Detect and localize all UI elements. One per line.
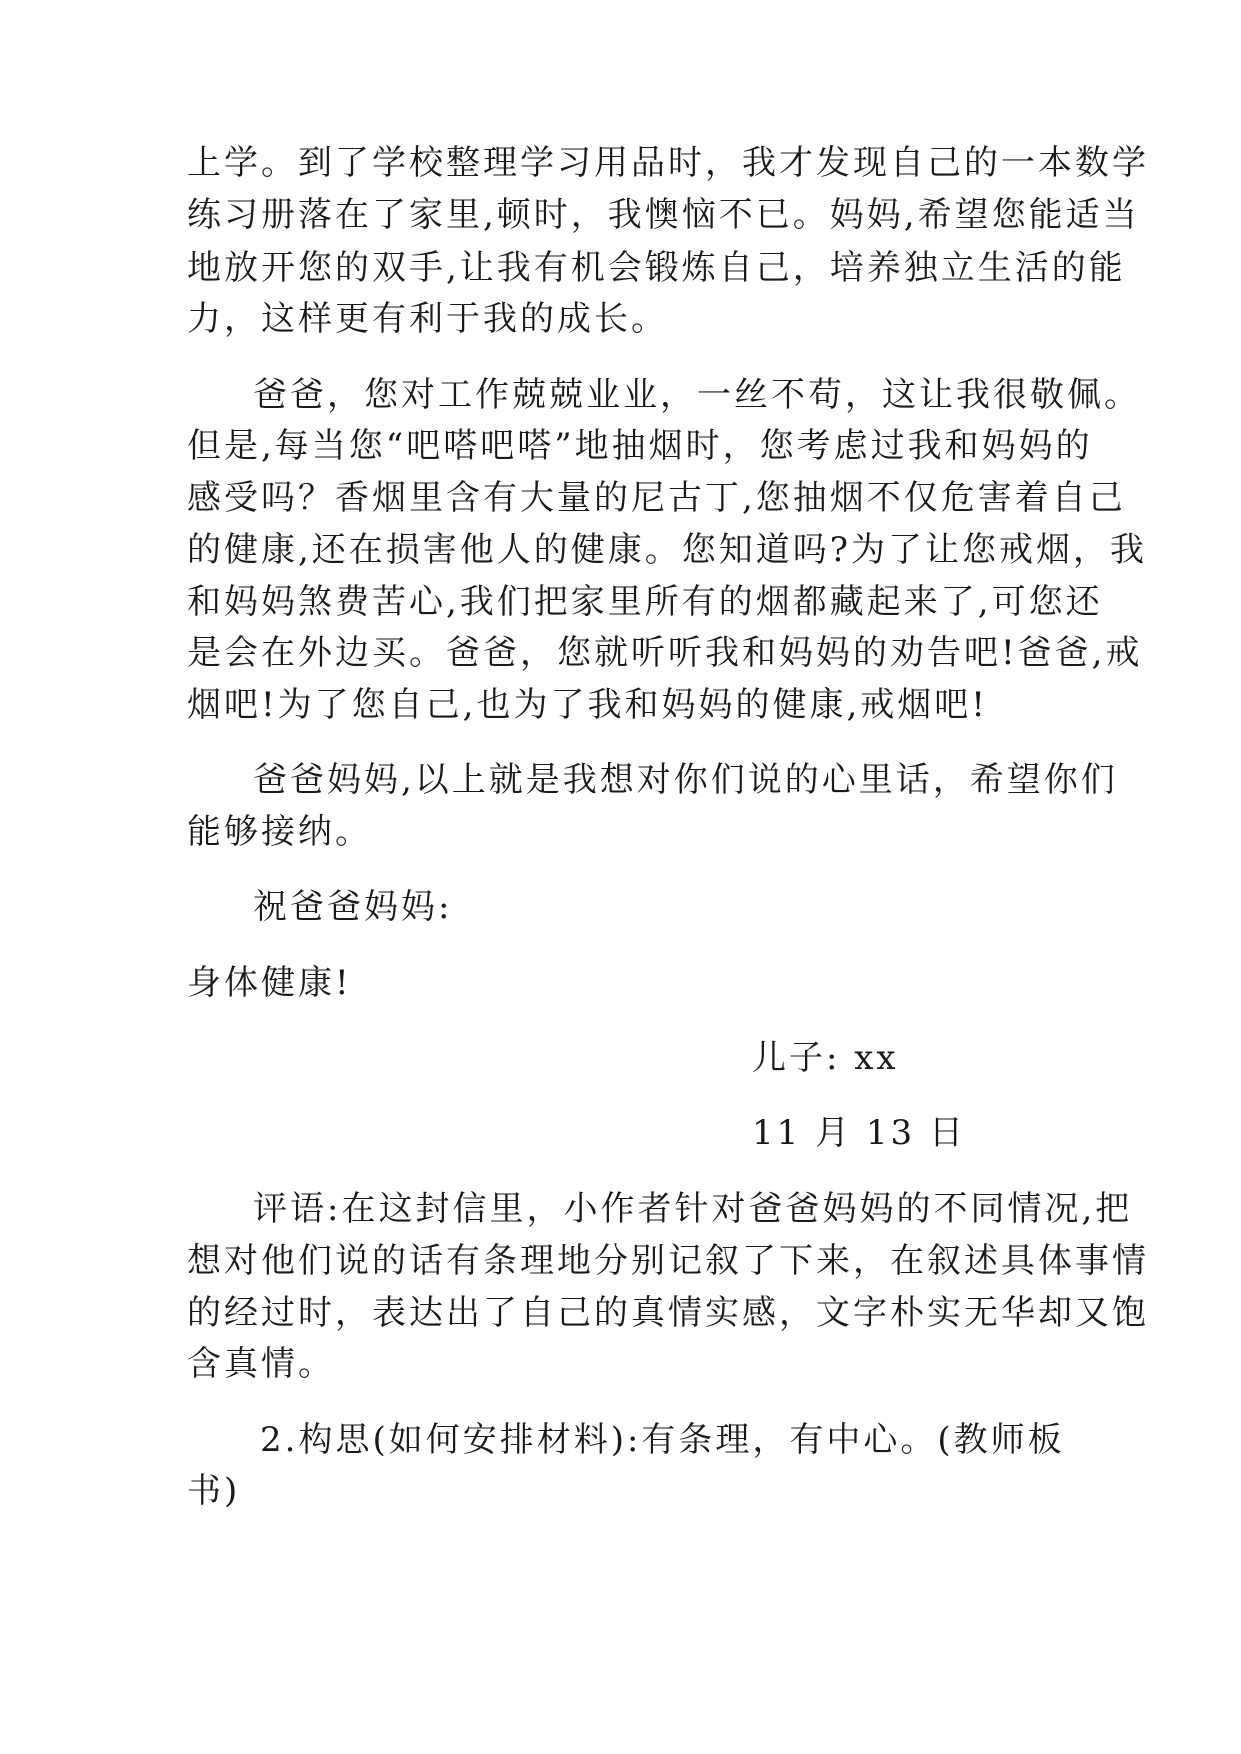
signature-line: 儿子: xx [752,1038,899,1078]
text-line: 的健康,还在损害他人的健康。您知道吗?为了让您戒烟，我 [187,530,1148,570]
greeting-line: 祝爸爸妈妈: [253,887,453,927]
text-line: 含真情。 [187,1344,335,1384]
comment-start-line: 评语:在这封信里，小作者针对爸爸妈妈的不同情况,把 [253,1189,1133,1229]
text-line: 是会在外边买。爸爸，您就听听我和妈妈的劝告吧!爸爸,戒 [187,633,1143,673]
paragraph-start-line: 爸爸，您对工作兢兢业业，一丝不苟，这让我很敬佩。 [253,375,1141,415]
paragraph-start-line: 爸爸妈妈,以上就是我想对你们说的心里话，希望你们 [253,760,1118,800]
text-line: 练习册落在了家里,顿时，我懊恼不已。妈妈,希望您能适当 [187,195,1140,235]
text-line: 但是,每当您“吧嗒吧嗒”地抽烟时，您考虑过我和妈妈的 [187,426,1093,466]
text-line: 烟吧!为了您自己,也为了我和妈妈的健康,戒烟吧! [187,685,988,725]
text-line: 想对他们说的话有条理地分别记叙了下来，在叙述具体事情 [187,1241,1149,1281]
section-heading-line: 2.构思(如何安排材料):有条理，有中心。(教师板 [260,1420,1065,1460]
text-line: 上学。到了学校整理学习用品时，我才发现自己的一本数学 [187,143,1149,183]
text-line: 书) [187,1471,241,1511]
text-line: 力，这样更有利于我的成长。 [187,299,668,339]
date-line: 11 月 13 日 [752,1113,966,1153]
wish-line: 身体健康! [187,963,352,1003]
text-line: 的经过时，表达出了自己的真情实感，文字朴实无华却又饱 [187,1293,1149,1333]
text-line: 和妈妈煞费苦心,我们把家里所有的烟都藏起来了,可您还 [187,582,1103,622]
text-line: 地放开您的双手,让我有机会锻炼自己，培养独立生活的能 [187,248,1126,288]
text-line: 感受吗？香烟里含有大量的尼古丁,您抽烟不仅危害着自己 [187,478,1126,518]
text-line: 能够接纳。 [187,812,372,852]
